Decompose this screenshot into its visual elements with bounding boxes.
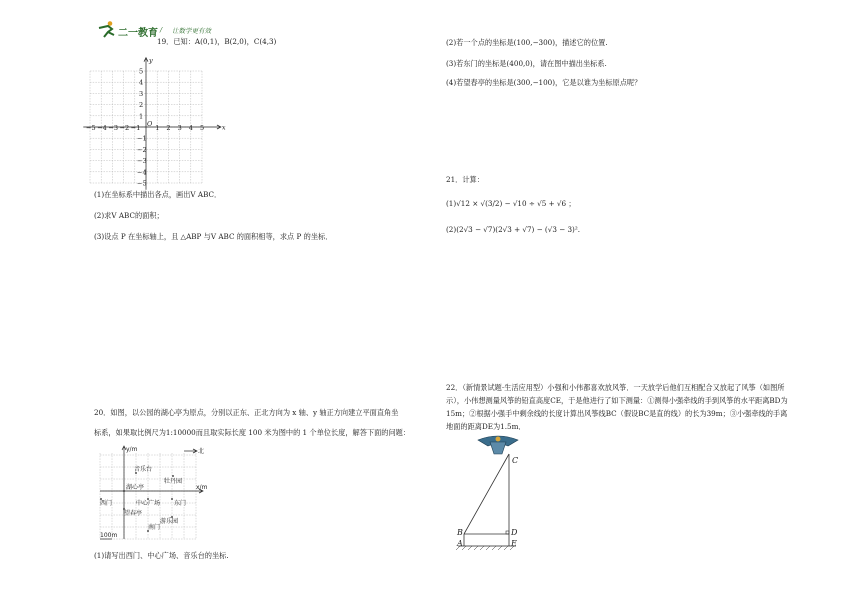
y-tick-label: 4: [139, 78, 144, 87]
q20-stem-line2: 标系，如果取比例尺为1:10000而且取实际长度 100 米为图中的 1 个单位长度，解答下面的问题：: [94, 428, 411, 437]
x-tick-label: −1: [130, 124, 141, 132]
x-axis-label: x: [221, 123, 226, 132]
q21-part1-expr: √12 × √(3/2) − √10 ÷ √5 + √6 ；: [456, 199, 576, 208]
q21-part1: [446, 199, 576, 209]
q19-stem: 19．已知：A(0,1)，B(2,0)，C(4,3): [157, 37, 277, 46]
point-c-label: C: [512, 456, 519, 465]
place-amusement-park: 游乐园: [160, 518, 179, 525]
q19-coordinate-grid: [86, 56, 226, 188]
x-tick-label: 2: [166, 124, 171, 132]
y-tick-label: −2: [137, 145, 147, 154]
q20-part3: (3)若东门的坐标是(400,0)，请在图中描出坐标系.: [446, 59, 607, 68]
y-tick-label: −3: [137, 157, 147, 166]
scale-label: 100m: [100, 532, 118, 539]
q22-line1: 22．（新情景试题·生活应用型）小强和小伟都喜欢放风筝．一天放学后他们互相配合又放起了风筝（如图所: [446, 383, 785, 392]
slogan-text: 让数学更有效: [172, 27, 211, 35]
q19-part1: (1)在坐标系中描出各点，画出V ABC．: [94, 190, 222, 199]
y-tick-label: −5: [137, 179, 147, 188]
q22-line2: 示），小伟想测量风筝的铅直高度CE，于是他进行了如下测量：①测得小强牵线的手到风筝的水平距离BD为: [446, 396, 788, 405]
point-e-label: E: [511, 539, 517, 548]
x-tick-label: 5: [200, 124, 205, 132]
point-b-label: B: [457, 528, 463, 537]
q21-part1-label: (1): [446, 199, 457, 208]
q20-park-map: [96, 443, 216, 543]
q21-part2-label: (2): [446, 225, 457, 234]
y-tick-label: 1: [139, 112, 144, 121]
map-x-label: x/m: [196, 484, 208, 491]
place-west-gate: 西门: [100, 500, 113, 507]
q21-part2-expr: (2√3 − √7)(2√3 + √7) − (√3 − 3)².: [456, 225, 581, 234]
origin-label: O: [147, 120, 153, 128]
q20-part1: (1)请写出西门、中心广场、音乐台的坐标.: [94, 551, 229, 560]
header-logo: [96, 20, 118, 42]
q22-kite-diagram: [448, 430, 548, 554]
y-tick-label: 3: [139, 89, 144, 98]
x-tick-label: 3: [177, 124, 182, 132]
kite-icon: [478, 436, 518, 454]
map-y-label: y/m: [126, 446, 138, 453]
q22-line4: 地面的距离DE为1.5m．: [446, 422, 526, 431]
place-central-square: 中心广场: [136, 500, 161, 507]
x-tick-label: −2: [119, 124, 130, 132]
q19-part3: (3)设点 P 在坐标轴上，且 △ABP 与V ABC 的面积相等，求点 P 的坐标．: [94, 232, 333, 241]
place-south-gate: 南门: [148, 524, 161, 531]
place-lake-pavilion: 湖心亭: [126, 484, 145, 491]
q20-part4: (4)若望春亭的坐标是(300,−100)，它是以谁为坐标原点呢？: [446, 78, 642, 87]
q20-stem-line1: 20．如图，以公园的湖心亭为原点，分别以正东、正北方向为 x 轴、y 轴正方向建立平面直角坐: [94, 408, 399, 417]
runner-logo-icon: [96, 20, 118, 38]
x-tick-label: −3: [108, 124, 118, 132]
y-tick-label: −4: [137, 168, 147, 177]
q21-part2: [446, 225, 580, 235]
x-tick-label: −5: [86, 124, 96, 132]
q22-line3: 15m；②根据小强手中剩余线的长度计算出风筝线BC（假设BC是直的线）的长为39m；③小强牵线的手离: [446, 409, 788, 418]
north-label: 北: [198, 448, 205, 455]
x-tick-label: 1: [155, 124, 160, 132]
x-tick-label: 4: [188, 124, 193, 132]
ground-hatch: [456, 546, 514, 550]
q19-part2: (2)求V ABC的面积；: [94, 211, 164, 220]
point-d-label: D: [511, 528, 518, 537]
y-tick-label: 2: [139, 101, 144, 110]
place-east-gate: 东门: [174, 500, 187, 507]
place-spring-pavilion: 望春亭: [124, 510, 143, 517]
point-a-label: A: [457, 539, 463, 548]
y-tick-label: −1: [137, 134, 147, 143]
place-peony-garden: 牡丹园: [164, 478, 183, 485]
x-tick-label: −4: [97, 124, 107, 132]
q21-stem: 21．计算：: [446, 175, 484, 184]
logo-divider: /: [160, 26, 163, 34]
place-music-stage: 音乐台: [134, 466, 153, 473]
logo-text: 二一教育: [118, 28, 158, 39]
kite-line-bc: [464, 454, 509, 534]
y-axis-label: y: [149, 56, 153, 65]
y-tick-label: 5: [139, 67, 144, 76]
q20-part2: (2)若一个点的坐标是(100,−300)，描述它的位置.: [446, 38, 608, 47]
